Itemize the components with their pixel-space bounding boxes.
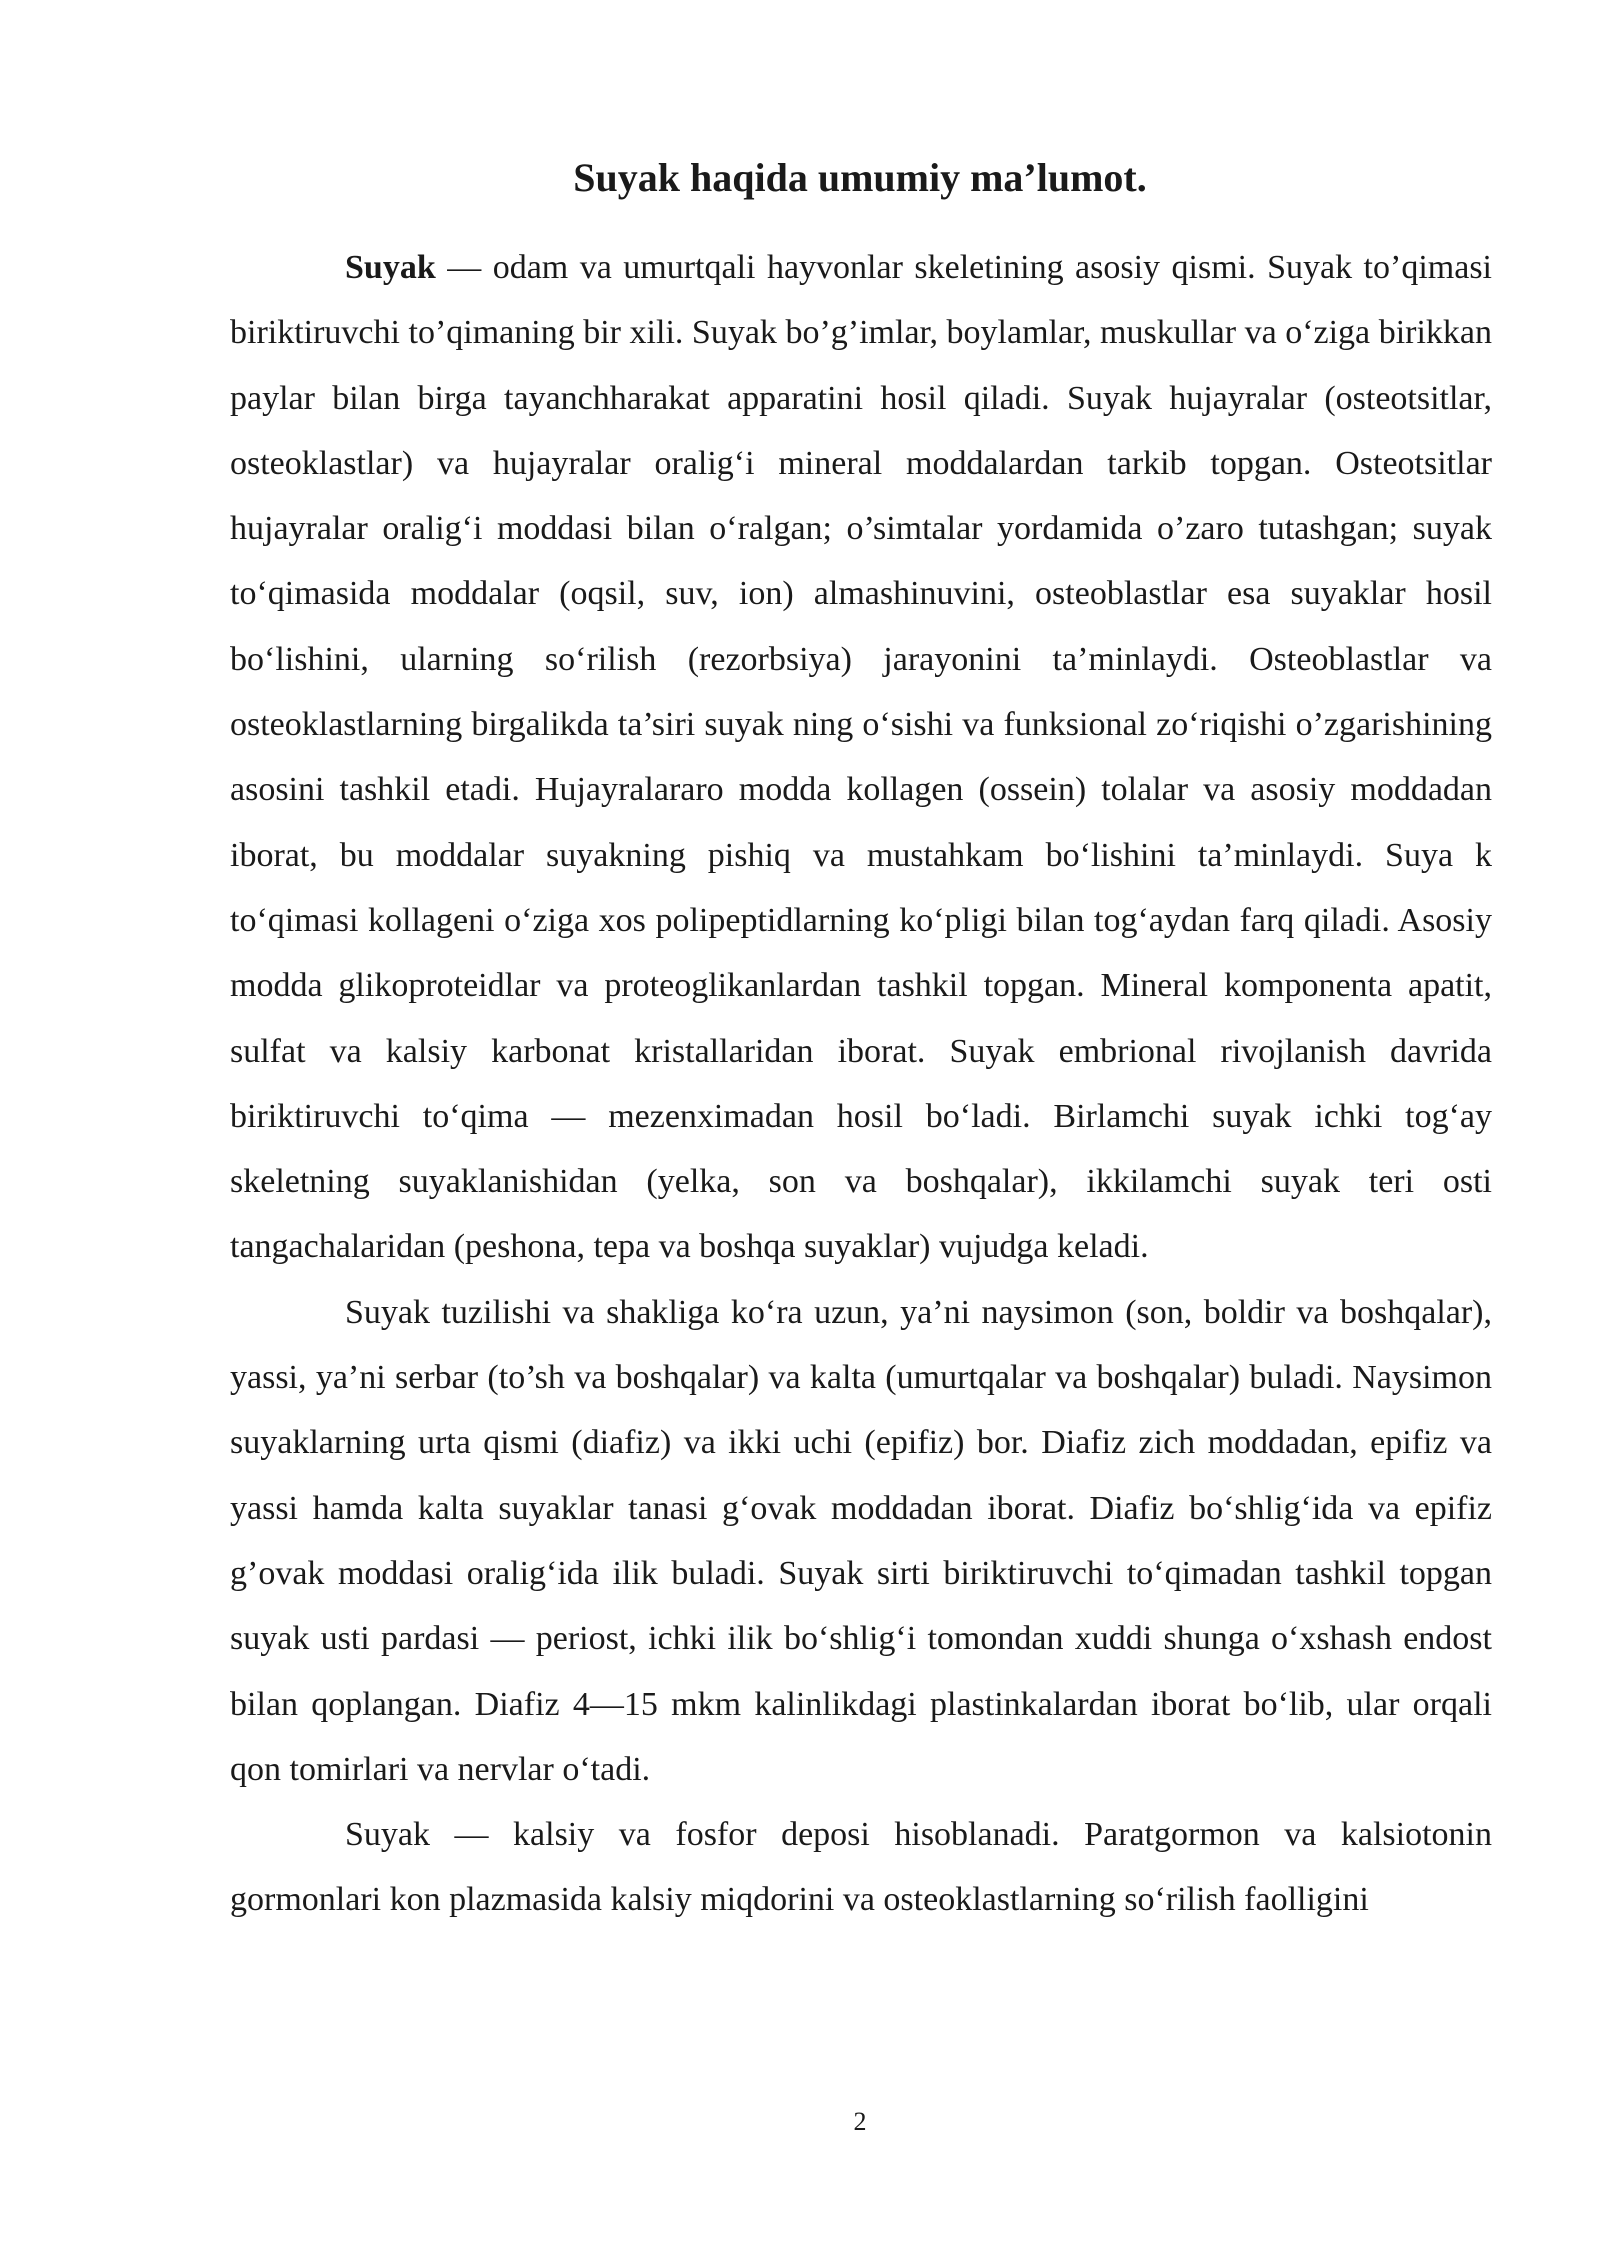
paragraph-1-text: — odam va umurtqali hayvonlar skeletining asosiy qismi. Suyak to’qimasi biriktiruvchi to’qimaning bir xili. Suyak bo’g’imlar, boylamlar, muskullar va o‘ziga birikkan paylar bilan birga tayanchharakat apparatini hosil qiladi. Suyak hujayralar (osteotsitlar, osteoklastlar) va hujayralar oralig‘i mineral moddalardan tarkib topgan. Osteotsitlar hujayralar oralig‘i moddasi bilan o‘ralgan; o’simtalar yordamida o’zaro tutashgan; suyak to‘qimasida moddalar (oqsil, suv, ion) almashinuvini, osteoblastlar esa suyaklar hosil bo‘lishini, ularning so‘rilish (rezorbsiya) jarayonini ta’minlaydi. Osteoblastlar va osteoklastlarning birgalikda ta’siri suyak ning o‘sishi va funksional zo‘riqishi o’zgarishining asosini tashkil etadi. Hujayralararo modda kollagen (ossein) tolalar va asosiy moddadan iborat, bu moddalar suyakning pishiq va mustahkam bo‘lishini ta’minlaydi. Suya k to‘qimasi kollageni o‘ziga xos polipeptidlarning ko‘pligi bilan tog‘aydan farq qiladi. Asosiy modda glikoproteidlar va proteoglikanlardan tashkil topgan. Mineral komponenta apatit, sulfat va kalsiy karbonat kristallaridan iborat. Suyak embrional rivojlanish davrida biriktiruvchi to‘qima — mezenximadan hosil bo‘ladi. Birlamchi suyak ichki tog‘ay skeletning suyaklanishidan (yelka, son va boshqalar), ikkilamchi suyak teri osti tangachalaridan (peshona, tepa va boshqa suyaklar) vujudga keladi. bbox=[230, 249, 1492, 1266]
body-text bbox=[230, 235, 1492, 1933]
paragraph-1-lead: Suyak bbox=[345, 249, 436, 286]
page-title: Suyak haqida umumiy ma’lumot. bbox=[573, 155, 1147, 200]
paragraph-1 bbox=[230, 235, 1492, 1280]
page-number: 2 bbox=[853, 2107, 867, 2136]
paragraph-2: Suyak tuzilishi va shakliga ko‘ra uzun, ya’ni naysimon (son, boldir va boshqalar), yassi, ya’ni serbar (to’sh va boshqalar) va kalta (umurtqalar va boshqalar) buladi. Naysimon suyaklarning urta qismi (diafiz) va ikki uchi (epifiz) bor. Diafiz zich moddadan, epifiz va yassi hamda kalta suyaklar tanasi g‘ovak moddadan iborat. Diafiz bo‘shlig‘ida va epifiz g’ovak moddasi oralig‘ida ilik buladi. Suyak sirti biriktiruvchi to‘qimadan tashkil topgan suyak usti pardasi — periost, ichki ilik bo‘shlig‘i tomondan xuddi shunga o‘xshash endost bilan qoplangan. Diafiz 4—15 mkm kalinlikdagi plastinkalardan iborat bo‘lib, ular orqali qon tomirlari va nervlar o‘tadi. bbox=[230, 1293, 1492, 1788]
paragraph-3: Suyak — kalsiy va fosfor deposi hisoblanadi. Paratgormon va kalsiotonin gormonlari kon plazmasida kalsiy miqdorini va osteoklastlarning so‘rilish faolligini bbox=[230, 1816, 1492, 1919]
